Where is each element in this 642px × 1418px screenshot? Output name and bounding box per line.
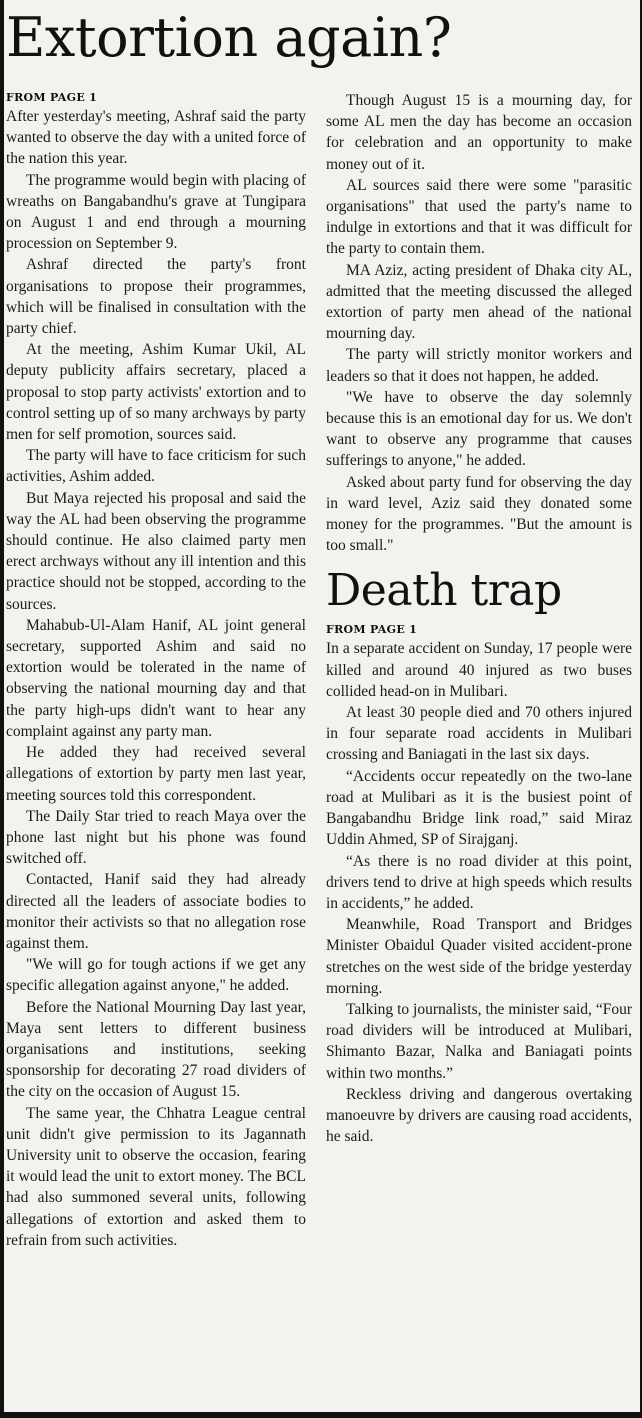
paragraph: Ashraf directed the party's front organisations to propose their programmes, which will be finalised in consultation with the party chief. <box>6 256 306 338</box>
left-column <box>6 90 306 1251</box>
paragraph: The party will strictly monitor workers and leaders so that it does not happen, he added. <box>326 346 632 385</box>
headline-death-trap: Death trap <box>326 565 562 617</box>
paragraph: “Accidents occur repeatedly on the two-lane road at Mulibari as it is the busiest point of Bangabandhu Bridge link road,” said Miraz Uddin Ahmed, SP of Sirajganj. <box>326 767 632 849</box>
page-left-border <box>0 0 4 1418</box>
paragraph: At the meeting, Ashim Kumar Ukil, AL deputy publicity affairs secretary, placed a proposal to stop party activists' extortion and to control setting up of so many archways by party men for self promotion, sources said. <box>6 341 306 444</box>
paragraph: Mahabub-Ul-Alam Hanif, AL joint general secretary, supported Ashim and said no extortion would be tolerated in the name of observing the national mourning day and that the party high-ups didn't want to hear any complaint against any party man. <box>6 616 306 740</box>
paragraph: "We will go for tough actions if we get any specific allegation against anyone," he added. <box>6 956 306 995</box>
paragraph: He added they had received several allegations of extortion by party men last year, meeting sources told this correspondent. <box>6 744 306 804</box>
paragraph: After yesterday's meeting, Ashraf said the party wanted to observe the day with a united force of the nation this year. <box>6 108 306 168</box>
from-page-kicker: FROM PAGE 1 <box>326 623 418 637</box>
paragraph: The programme would begin with placing of wreaths on Bangabandhu's grave at Tungipara on August 1 and end through a mourning procession on September 9. <box>6 171 306 253</box>
paragraph: Meanwhile, Road Transport and Bridges Minister Obaidul Quader visited accident-prone stretches on the west side of the bridge yesterday morning. <box>326 916 632 997</box>
paragraph: The same year, the Chhatra League central unit didn't give permission to its Jagannath University unit to observe the occasion, fearing it would lead the unit to extort money. The BCL had also summoned several units, following allegations of extortion and asked them to refrain from such activities. <box>6 1104 306 1249</box>
headline-extortion-again: Extortion again? <box>6 6 452 69</box>
paragraph: But Maya rejected his proposal and said the way the AL had been observing the programme should continue. He also claimed party men erect archways without any ill intention and this practice should not be stopped, according to the sources. <box>6 489 306 613</box>
page-bottom-border <box>0 1412 642 1418</box>
paragraph: MA Aziz, acting president of Dhaka city AL, admitted that the meeting discussed the alleged extortion of party men ahead of the national mourning day. <box>326 261 632 343</box>
paragraph: The party will have to face criticism for such activities, Ashim added. <box>6 447 306 486</box>
paragraph: Though August 15 is a mourning day, for some AL men the day has become an occasion for celebration and an opportunity to make money out of it. <box>326 92 632 173</box>
paragraph: "We have to observe the day solemnly because this is an emotional day for us. We don't want to observe any programme that causes sufferings to anyone," he added. <box>326 388 632 470</box>
newspaper-page <box>6 0 634 1410</box>
right-column <box>326 90 632 1147</box>
paragraph: Asked about party fund for observing the day in ward level, Aziz said they donated some money for the programmes. "But the amount is too small." <box>326 473 632 555</box>
paragraph: Reckless driving and dangerous overtaking manoeuvre by drivers are causing road accidents, he said. <box>326 1085 632 1146</box>
paragraph: The Daily Star tried to reach Maya over the phone last night but his phone was found switched off. <box>6 807 306 868</box>
paragraph: AL sources said there were some "parasitic organisations" that used the party's name to indulge in extortions and that it was difficult for the party to contain them. <box>326 176 632 258</box>
from-page-kicker: FROM PAGE 1 <box>6 91 98 104</box>
paragraph: Talking to journalists, the minister said, “Four road dividers will be introduced at Mulibari, Shimanto Bazar, Nalka and Baniagati points within two months.” <box>326 1000 632 1082</box>
paragraph: In a separate accident on Sunday, 17 people were killed and around 40 injured as two buses collided head-on in Mulibari. <box>326 640 632 700</box>
paragraph: Contacted, Hanif said they had already directed all the leaders of associate bodies to monitor their activists so that no allegation rose against them. <box>6 871 306 952</box>
paragraph: Before the National Mourning Day last year, Maya sent letters to different business organisations and institutions, seeking sponsorship for decorating 27 road dividers of the city on the occasion of August 15. <box>6 998 306 1101</box>
paragraph: At least 30 people died and 70 others injured in four separate road accidents in Mulibari crossing and Baniagati in the last six days. <box>326 704 632 764</box>
paragraph: “As there is no road divider at this point, drivers tend to drive at high speeds which results in accidents,” he added. <box>326 852 632 912</box>
